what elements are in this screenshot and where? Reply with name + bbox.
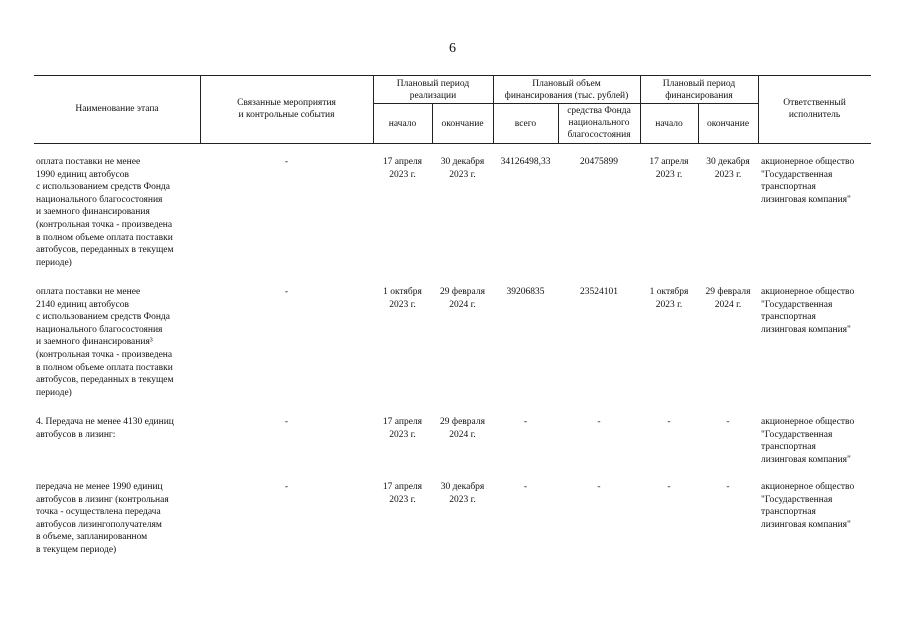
row1-stage-name: оплата поставки не менее 1990 единиц автобусов с использованием средств Фонда национального благосостояния и заемного финансирования (контрольная точка - произведена в полном объеме оплата поставки автобусов, переданных в текущем периоде): [36, 157, 174, 268]
header-total: всего: [514, 119, 537, 129]
row4-start: 17 апреля 2023 г.: [382, 482, 423, 505]
header-related-events: Связанные мероприятия и контрольные события: [237, 98, 336, 120]
row2-start: 1 октября 2023 г.: [383, 287, 422, 310]
row4-end: 30 декабря 2023 г.: [440, 482, 485, 505]
row3-stage-name: 4. Передача не менее 4130 единиц автобусов в лизинг:: [36, 417, 174, 440]
row4-related: -: [284, 482, 289, 492]
row1-fund: 20475899: [580, 157, 618, 167]
row1-start: 17 апреля 2023 г.: [382, 157, 423, 180]
row2-related: -: [284, 287, 289, 297]
row3-total: -: [523, 417, 528, 427]
header-plan-volume: Плановый объем финансирования (тыс. рублей): [504, 79, 629, 101]
row1-end: 30 декабря 2023 г.: [440, 157, 485, 180]
row3-responsible: акционерное общество "Государственная транспортная лизинговая компания": [761, 417, 855, 465]
row1-fin-start: 17 апреля 2023 г.: [649, 157, 689, 180]
row3-fin-end: -: [726, 417, 730, 427]
header-end: окончание: [441, 119, 484, 129]
row3-related: -: [284, 417, 289, 427]
row4-fin-start: -: [667, 482, 671, 492]
header-fin-start: начало: [655, 119, 683, 129]
table-top-border: [34, 75, 871, 76]
row3-start: 17 апреля 2023 г.: [382, 417, 423, 440]
row3-fund: -: [597, 417, 601, 427]
header-start: начало: [388, 119, 417, 129]
subheader-divider-volume: [493, 103, 640, 104]
subheader-divider-impl: [373, 103, 493, 104]
row2-responsible: акционерное общество "Государственная транспортная лизинговая компания": [761, 287, 855, 335]
row2-fin-end: 29 февраля 2024 г.: [705, 287, 751, 310]
row4-total: -: [523, 482, 528, 492]
header-plan-period-fin: Плановый период финансирования: [662, 79, 736, 101]
header-fund: средства Фонда национального благосостояния: [567, 106, 631, 140]
row1-responsible: акционерное общество "Государственная транспортная лизинговая компания": [761, 157, 855, 205]
row4-stage-name: передача не менее 1990 единиц автобусов в лизинг (контрольная точка - осуществлена передача автобусов лизингополучателям в объеме, запланированном в текущем периоде): [36, 482, 169, 555]
row1-total: 34126498,33: [500, 157, 551, 167]
row4-fin-end: -: [726, 482, 730, 492]
row4-fund: -: [597, 482, 601, 492]
header-plan-period-impl: Плановый период реализации: [396, 79, 470, 101]
row2-stage-name: оплата поставки не менее 2140 единиц автобусов с использованием средств Фонда национального благосостояния и заемного финансирования³ (контрольная точка - произведена в полном объеме оплата поставки автобусов, переданных в текущем периоде): [36, 287, 174, 398]
page-number: 6: [449, 41, 456, 56]
row4-responsible: акционерное общество "Государственная транспортная лизинговая компания": [761, 482, 855, 530]
row2-fin-start: 1 октября 2023 г.: [649, 287, 689, 310]
row3-end: 29 февраля 2024 г.: [440, 417, 485, 440]
header-fin-end: окончание: [706, 119, 750, 129]
row2-fund: 23524101: [580, 287, 618, 297]
row3-fin-start: -: [667, 417, 671, 427]
row2-total: 39206835: [506, 287, 545, 297]
row2-end: 29 февраля 2024 г.: [440, 287, 485, 310]
row1-related: -: [284, 157, 289, 167]
header-stage-name: Наименование этапа: [75, 104, 159, 114]
header-bottom-border: [34, 143, 871, 144]
subheader-divider-fin: [640, 103, 758, 104]
header-responsible: Ответственный исполнитель: [783, 98, 846, 120]
row1-fin-end: 30 декабря 2023 г.: [706, 157, 750, 180]
